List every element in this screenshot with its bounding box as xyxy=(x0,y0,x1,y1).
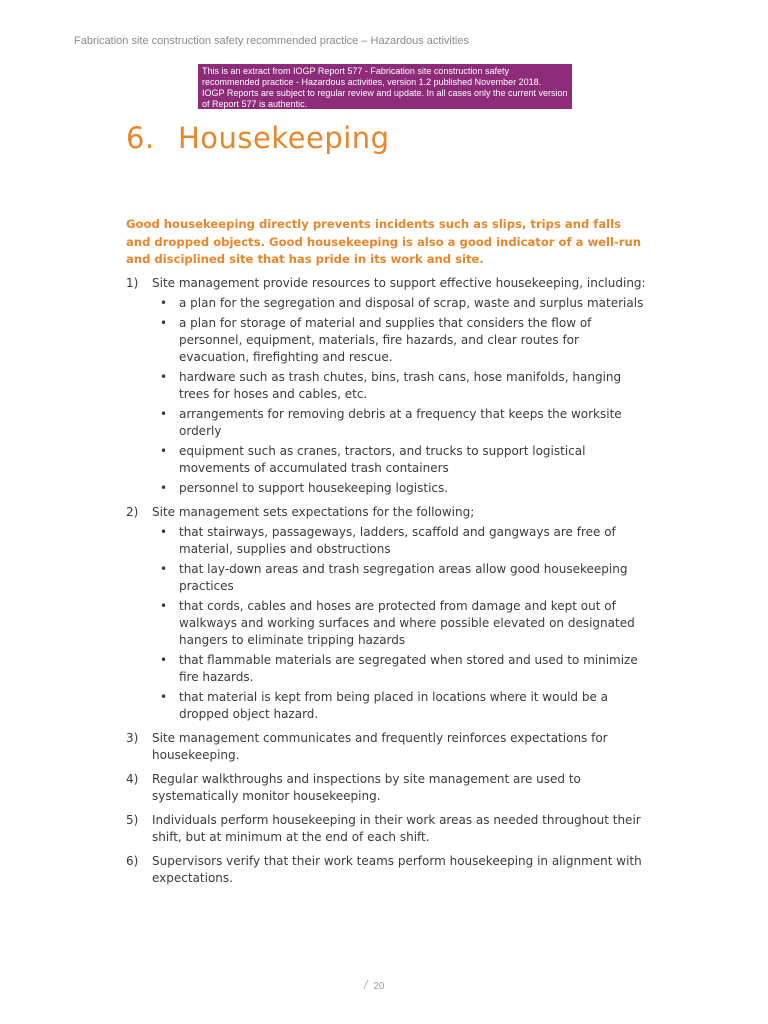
sub-list xyxy=(152,524,646,723)
sub-list-item xyxy=(152,480,646,497)
section-intro: Good housekeeping directly prevents incidents such as slips, trips and falls and dropped objects. Good housekeeping is also a good indicator of a well-run and disciplined site that has pride in its work and site. xyxy=(126,217,642,266)
list-item-marker: 3) xyxy=(126,730,139,745)
list-item-text: Site management provide resources to support effective housekeeping, including: xyxy=(152,275,646,290)
notice-line-review: IOGP Reports are subject to regular review and update. In all cases only the current version of Report 577 is authentic. xyxy=(202,88,568,109)
sub-list-item-text: a plan for the segregation and disposal of scrap, waste and surplus materials xyxy=(179,295,644,310)
section-title: Housekeeping xyxy=(178,121,390,155)
sub-list-item xyxy=(152,652,646,686)
sub-list xyxy=(152,295,646,497)
bullet-icon: • xyxy=(160,406,168,421)
sub-list-item-text: arrangements for removing debris at a frequency that keeps the worksite orderly xyxy=(179,406,622,438)
sub-list-item-text: that cords, cables and hoses are protected from damage and kept out of walkways and working surfaces and where possible elevated on designated hangers to eliminate tripping hazards xyxy=(179,598,635,647)
bullet-icon: • xyxy=(160,652,168,667)
bullet-icon: • xyxy=(160,689,168,704)
footer-separator: / xyxy=(364,978,368,992)
page-footer xyxy=(364,978,384,992)
bullet-icon: • xyxy=(160,561,168,576)
sub-list-item xyxy=(152,561,646,595)
sub-list-item-text: that material is kept from being placed in locations where it would be a dropped object hazard. xyxy=(179,689,609,721)
section-number: 6. xyxy=(126,121,155,155)
sub-list-item-text: personnel to support housekeeping logistics. xyxy=(179,480,449,495)
list-item-marker: 2) xyxy=(126,504,139,519)
sub-list-item-text: that flammable materials are segregated when stored and used to minimize fire hazards. xyxy=(179,652,638,684)
list-item xyxy=(126,730,646,764)
notice-line-extract: This is an extract from IOGP Report 577 - Fabrication site construction safety recommended practice - Hazardous activities, version 1.2 published November 2018. xyxy=(202,66,542,87)
sub-list-item-text: a plan for storage of material and supplies that considers the flow of personnel, equipment, materials, fire hazards, and clear routes for evacuation, firefighting and rescue. xyxy=(179,315,592,364)
list-item-text: Site management communicates and frequently reinforces expectations for housekeeping. xyxy=(152,730,608,762)
bullet-icon: • xyxy=(160,524,168,539)
list-item xyxy=(126,771,646,805)
list-item xyxy=(126,504,646,723)
bullet-icon: • xyxy=(160,443,168,458)
list-item xyxy=(126,275,646,497)
page-number: 20 xyxy=(373,981,385,992)
list-item-marker: 6) xyxy=(126,853,139,868)
list-item-marker: 1) xyxy=(126,275,139,290)
bullet-icon: • xyxy=(160,295,168,310)
bullet-icon: • xyxy=(160,369,168,384)
sub-list-item-text: hardware such as trash chutes, bins, trash cans, hose manifolds, hanging trees for hoses and cables, etc. xyxy=(179,369,622,401)
section-heading xyxy=(126,118,390,158)
sub-list-item xyxy=(152,689,646,723)
list-item-marker: 4) xyxy=(126,771,139,786)
section-body xyxy=(126,216,646,894)
bullet-icon: • xyxy=(160,315,168,330)
list-item xyxy=(126,853,646,887)
list-item xyxy=(126,812,646,846)
extract-notice-banner xyxy=(198,64,572,109)
running-header: Fabrication site construction safety recommended practice – Hazardous activities xyxy=(74,35,469,47)
list-item-text: Site management sets expectations for the following; xyxy=(152,504,475,519)
sub-list-item-text: equipment such as cranes, tractors, and trucks to support logistical movements of accumulated trash containers xyxy=(179,443,586,475)
sub-list-item xyxy=(152,598,646,649)
list-item-marker: 5) xyxy=(126,812,139,827)
sub-list-item-text: that stairways, passageways, ladders, scaffold and gangways are free of material, supplies and obstructions xyxy=(179,524,616,556)
list-item-text: Supervisors verify that their work teams perform housekeeping in alignment with expectations. xyxy=(152,853,642,885)
bullet-icon: • xyxy=(160,598,168,613)
sub-list-item xyxy=(152,369,646,403)
sub-list-item xyxy=(152,315,646,366)
sub-list-item xyxy=(152,406,646,440)
bullet-icon: • xyxy=(160,480,168,495)
sub-list-item xyxy=(152,443,646,477)
requirements-list xyxy=(126,275,646,887)
sub-list-item xyxy=(152,524,646,558)
sub-list-item-text: that lay-down areas and trash segregation areas allow good housekeeping practices xyxy=(179,561,628,593)
list-item-text: Individuals perform housekeeping in their work areas as needed throughout their shift, but at minimum at the end of each shift. xyxy=(152,812,641,844)
list-item-text: Regular walkthroughs and inspections by site management are used to systematically monitor housekeeping. xyxy=(152,771,581,803)
sub-list-item xyxy=(152,295,646,312)
